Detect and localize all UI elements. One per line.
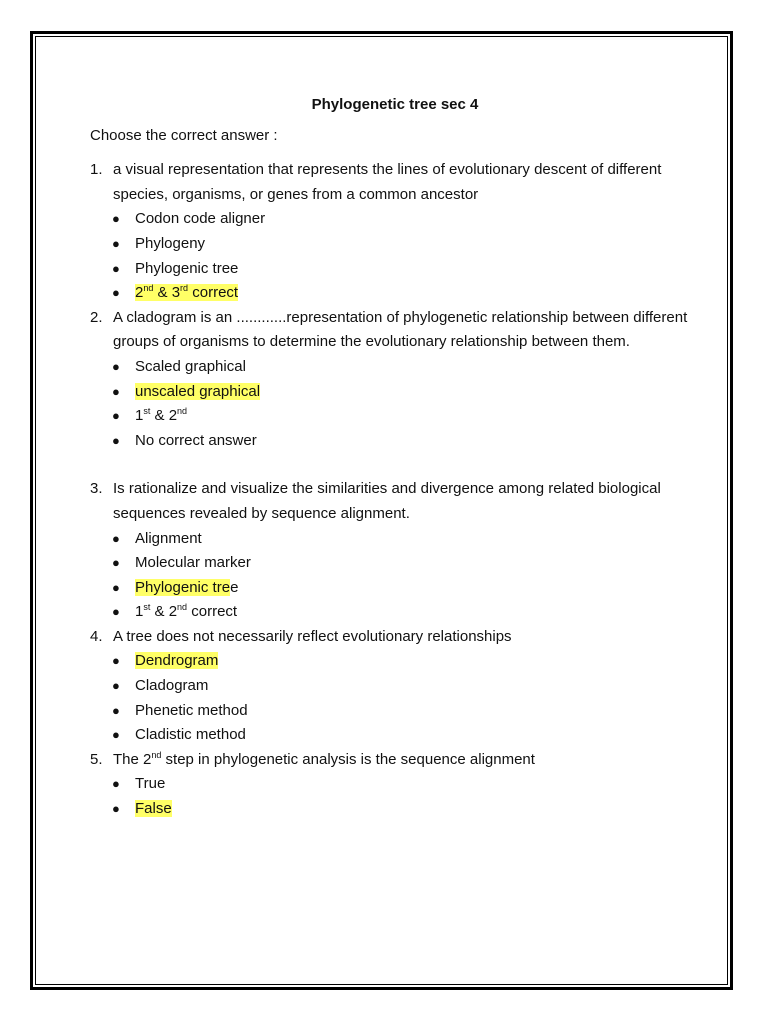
option-item-answer [112,797,690,822]
question-number: 1. [90,161,103,179]
option-item [112,257,690,282]
question-text: Is rationalize and visualize the similarities and divergence among related biological sequences revealed by sequence alignment. [113,480,661,522]
option-text: Phylogenic tree [135,259,239,277]
bullet-icon: ● [112,260,120,276]
option-item [112,772,690,797]
option-item [112,355,690,380]
question-3 [90,477,690,526]
bullet-icon: ● [112,579,120,595]
option-item [112,600,690,625]
options-list [90,527,690,625]
bullet-icon: ● [112,408,120,424]
bullet-icon: ● [112,211,120,227]
bullet-icon: ● [112,801,120,817]
option-item-answer [112,576,690,601]
option-text: Phenetic method [135,701,248,719]
bullet-icon: ● [112,727,120,743]
options-list [90,355,690,453]
option-item-answer [112,380,690,405]
question-text: The 2nd step in phylogenetic analysis is the sequence alignment [113,749,535,768]
option-item [112,207,690,232]
question-4 [90,625,690,650]
bullet-icon: ● [112,358,120,374]
option-text: Molecular marker [135,554,251,572]
option-text: No correct answer [135,431,257,449]
question-text: A tree does not necessarily reflect evolutionary relationships [113,627,512,645]
options-list [90,207,690,305]
document-body [90,93,690,822]
option-item [112,699,690,724]
option-text: 1st & 2nd correct [135,602,238,621]
question-1 [90,158,690,207]
question-number: 2. [90,308,103,326]
option-text: True [135,775,166,793]
bullet-icon: ● [112,383,120,399]
bullet-icon: ● [112,285,120,301]
question-text: A cladogram is an ............representation of phylogenetic relationship between different groups of organisms to determine the evolutionary relationship between them. [113,308,688,351]
bullet-icon: ● [112,653,120,669]
option-item [112,527,690,552]
option-item-answer [112,649,690,674]
question-number: 3. [90,480,103,498]
option-text: Cladogram [135,677,209,695]
option-text: Scaled graphical [135,357,246,375]
option-text: 1st & 2nd [135,406,188,425]
bullet-icon: ● [112,432,120,448]
highlighted-answer: unscaled graphical [135,382,261,400]
highlighted-answer: 2nd & 3rd correct [135,283,239,302]
highlighted-answer: False [135,800,172,818]
bullet-icon: ● [112,530,120,546]
blank-line [90,453,690,477]
bullet-icon: ● [112,604,120,620]
option-item [112,429,690,454]
bullet-icon: ● [112,678,120,694]
options-list [90,649,690,747]
question-number: 4. [90,627,103,645]
question-text: a visual representation that represents the lines of evolutionary descent of different species, organisms, or genes from a common ancestor [113,161,662,203]
highlighted-answer: Phylogenic tre [135,578,231,596]
bullet-icon: ● [112,555,120,571]
bullet-icon: ● [112,776,120,792]
option-text: Cladistic method [135,726,246,744]
option-text: Codon code aligner [135,210,266,228]
option-text-rest: e [230,578,239,596]
option-item [112,404,690,429]
question-number: 5. [90,750,103,768]
bullet-icon: ● [112,702,120,718]
option-item [112,723,690,748]
option-item-answer [112,281,690,306]
instructions: Choose the correct answer : [90,126,278,144]
option-item [112,674,690,699]
bullet-icon: ● [112,235,120,251]
options-list [90,772,690,821]
option-text: Phylogeny [135,234,206,252]
option-item [112,551,690,576]
question-5 [90,748,690,773]
question-2 [90,306,690,355]
highlighted-answer: Dendrogram [135,652,219,670]
option-item [112,232,690,257]
document-title: Phylogenetic tree sec 4 [311,96,479,113]
option-text: Alignment [135,529,202,547]
